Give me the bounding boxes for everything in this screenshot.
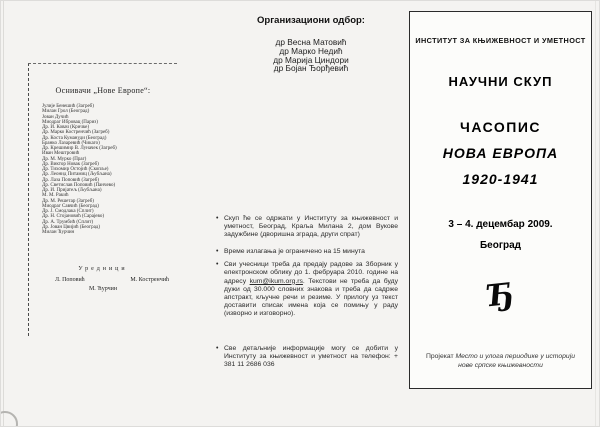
committee-member: др Марија Циндори [273, 54, 349, 65]
scan-edge-right [595, 1, 596, 427]
note-text-continued: . Текстови не треба да буду дужи од 30.000 словних знакова и треба да садрже апстракт, кључне речи и резиме. У прилогу уз текст доставити списак имена која се помињу у раду (изворно и изговорно). [224, 277, 398, 317]
founders-section [28, 63, 177, 336]
founder-name: Милан Ћурчин [42, 230, 75, 235]
founder-name: Др. Лаза Поповић (Загреб) [42, 177, 99, 183]
note-item [216, 248, 398, 256]
event-date: 3 – 4. децембар 2009. [448, 219, 553, 230]
founder-name: М. М. Ракић [42, 193, 69, 199]
note-text: Време излагања је ограничено на 15 минута [224, 248, 365, 256]
editor-name: Л. Поповић [55, 277, 85, 283]
journal-label: ЧАСОПИС [460, 119, 541, 135]
founder-name: Др. Крешимир В. Луначек (Загреб) [42, 146, 117, 151]
founder-name: Др. М. Решетар (Загреб) [42, 198, 94, 204]
scan-corner-artifact [0, 411, 18, 427]
committee-member: др Марко Недић [279, 45, 343, 56]
event-city: Београд [479, 240, 522, 251]
editors-section [29, 266, 177, 292]
project-title: Место и улога периодике у историји нове српске књижевности [455, 353, 576, 369]
founder-name: Јулије Бенешић (Загреб) [42, 104, 94, 109]
project-caption [410, 353, 591, 370]
notes-section [216, 215, 398, 378]
editors-row [29, 277, 177, 283]
institute-name: ИНСТИТУТ ЗА КЊИЖЕВНОСТ И УМЕТНОСТ [415, 36, 586, 45]
founder-name: Др. Н. Стојановић (Сарајево) [42, 214, 105, 220]
journal-title: НОВА ЕВРОПА [442, 145, 559, 161]
founders-title: Оснивачи „Нове Европе“: [55, 86, 151, 95]
founder-name: Др. Виктор Новак (Загреб) [42, 161, 99, 167]
founder-name: Јован Дучић [42, 114, 69, 120]
founder-name: Др. Ј. Смодлака (Сплит) [42, 209, 94, 214]
notes-list [216, 215, 398, 369]
editors-heading: Уредници [78, 266, 128, 272]
event-type: НАУЧНИ СКУП [448, 74, 553, 89]
founder-name: Иван Мештровић [42, 151, 80, 157]
editor-name: М. Ћурчин [88, 286, 118, 292]
editor-name: М. Костренчић [130, 277, 169, 283]
founder-name: Др. И. Пријатељ (Љубљана) [42, 188, 102, 193]
founder-name: Др. Леонид Питамиц (Љубљана) [42, 172, 112, 178]
committee-section [215, 15, 407, 73]
journal-years: 1920-1941 [462, 171, 539, 187]
note-text: Сви учесници треба да предају радове за Зборник у електронском облику до 1. фебруара 2010. године на адресу [224, 261, 398, 285]
committee-list [215, 38, 407, 73]
founder-name: Милан Грол (Београд) [42, 109, 90, 115]
founder-name: Др. М. Мурко (Праг) [42, 156, 87, 162]
founder-name: Др. Јован Цвијић (Београд) [42, 224, 100, 230]
poster-panel [409, 11, 592, 389]
founder-name: Бранко Лазаревић (Чикаго) [42, 140, 100, 146]
founder-name: Др. Светислав Поповић (Панчево) [42, 182, 116, 188]
email-address: kum@ikum.org.rs [249, 277, 303, 285]
founders-list [42, 104, 177, 235]
founder-name: Миодраг Савчић (Београд) [42, 203, 99, 209]
founder-name: Др. Марко Костренчић (Загреб) [42, 130, 110, 136]
founder-name: Др. А. Трумбић (Сплит) [42, 219, 94, 225]
note-item [216, 215, 398, 239]
committee-member: др Бојан Ђорђевић [273, 63, 349, 74]
project-label: Пројекат [425, 353, 454, 360]
publisher-ornament-icon: Ђ [485, 276, 516, 315]
note-item [216, 261, 398, 318]
committee-title: Организациони одбор: [257, 15, 365, 26]
founder-name: Др. И. Ковач (Кричке) [42, 125, 90, 130]
note-text: Све детаљније информације могу се добити у Институту за књижевност и уметност на телефон: + 381 11 2686 036 [224, 345, 398, 369]
note-text: Скуп ће се одржати у Институту за књижевност и уметност, Београд, Краља Милана 2, дом Вукове задужбине (дворишна зграда, други спрат) [224, 215, 398, 239]
founder-name: Др. Тихомир Остојић (Скопље) [42, 167, 109, 172]
committee-member: др Весна Матовић [275, 37, 347, 47]
founder-name: Миодраг Ибровац (Париз) [42, 119, 98, 125]
scan-edge-left [3, 1, 4, 427]
note-item [216, 345, 398, 369]
founder-name: Др. Коста Кумануди (Београд) [42, 135, 107, 141]
